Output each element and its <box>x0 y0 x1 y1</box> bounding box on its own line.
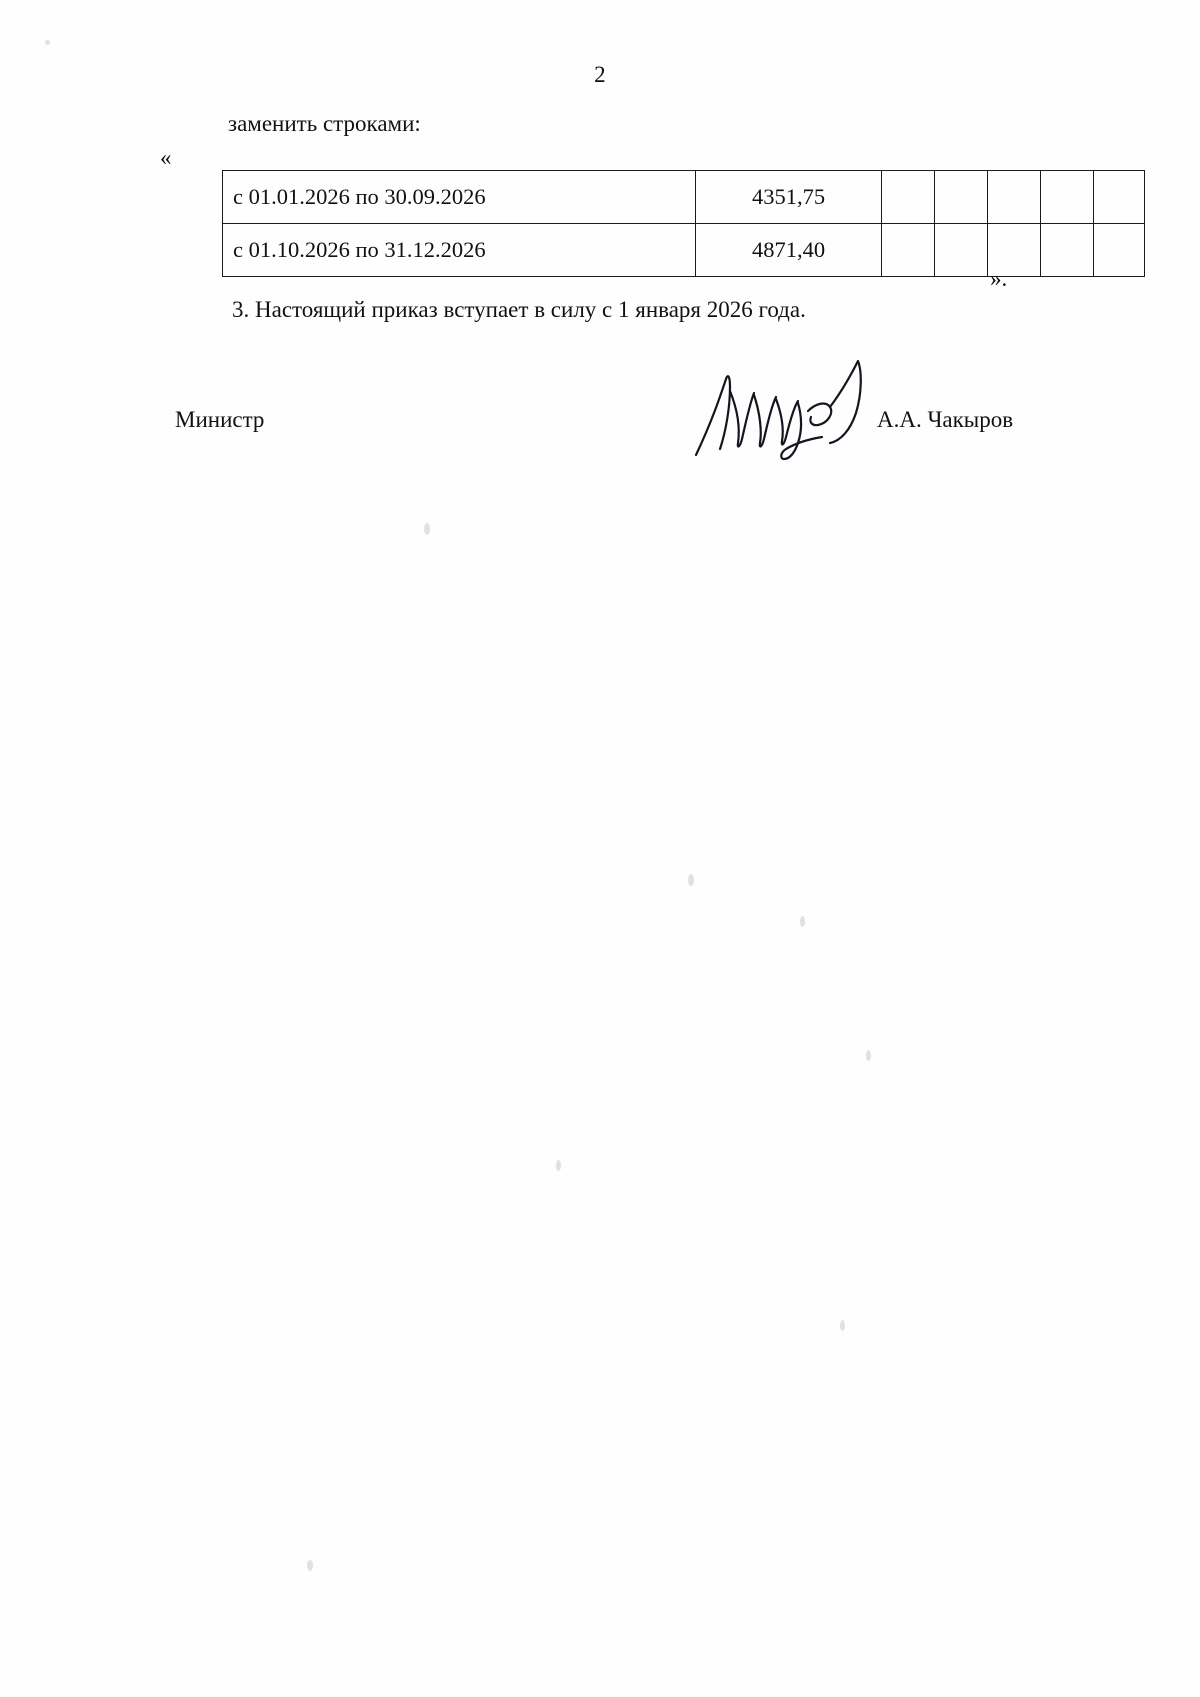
intro-text: заменить строками: <box>228 111 421 136</box>
empty-cell <box>882 224 935 277</box>
signer-name: А.А. Чакыров <box>877 407 1014 432</box>
rates-table-wrapper <box>222 170 967 277</box>
value-cell: 4871,40 <box>696 224 882 277</box>
period-cell: с 01.01.2026 по 30.09.2026 <box>223 171 696 224</box>
signer-position: Министр <box>175 407 265 432</box>
quote-close-mark: ». <box>990 266 1008 291</box>
handwritten-signature-icon <box>690 355 890 465</box>
clause-text: 3. Настоящий приказ вступает в силу с 1 января 2026 года. <box>232 297 806 322</box>
table-row <box>223 171 1145 224</box>
empty-cell <box>935 171 988 224</box>
rates-table <box>222 170 1145 277</box>
empty-cell <box>988 171 1041 224</box>
empty-cell <box>882 171 935 224</box>
empty-cell <box>1094 171 1145 224</box>
scan-speck <box>424 523 430 535</box>
scan-speck <box>307 1560 313 1571</box>
scan-speck <box>866 1050 871 1061</box>
empty-cell <box>1094 224 1145 277</box>
empty-cell <box>935 224 988 277</box>
value-cell: 4351,75 <box>696 171 882 224</box>
empty-cell <box>1041 224 1094 277</box>
period-cell: с 01.10.2026 по 31.12.2026 <box>223 224 696 277</box>
scan-speck <box>688 874 694 886</box>
scan-speck <box>800 916 805 927</box>
page-number: 2 <box>594 62 606 87</box>
scan-speck <box>45 40 50 45</box>
quote-open-mark: « <box>160 145 172 170</box>
scan-speck <box>556 1160 561 1171</box>
empty-cell <box>1041 171 1094 224</box>
scan-speck <box>840 1320 845 1331</box>
